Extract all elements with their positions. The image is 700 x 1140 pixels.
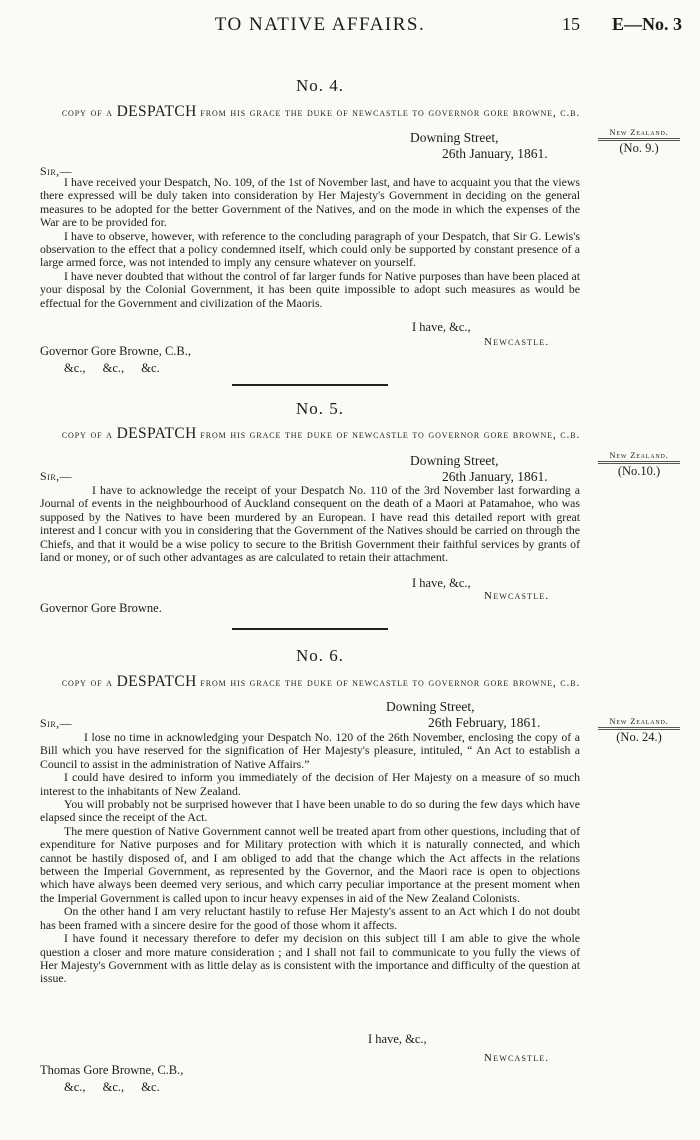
closing: I have, &c., — [412, 320, 471, 334]
margin-place: New Zealand. — [598, 127, 680, 141]
salutation: Sir,— — [40, 469, 73, 483]
margin-place: New Zealand. — [598, 716, 680, 730]
salutation: Sir,— — [40, 164, 73, 178]
signature: Newcastle. — [484, 336, 550, 348]
signature: Newcastle. — [484, 1052, 550, 1064]
section-divider — [232, 384, 388, 386]
despatch-heading — [40, 104, 602, 121]
signature: Newcastle. — [484, 590, 550, 602]
paragraph: On the other hand I am very reluctant hastily to refuse Her Majesty's assent to an Act which I do not doubt has been framed with a sincere desire for the good of those whom it affects. — [40, 904, 580, 932]
paragraph: I have received your Despatch, No. 109, of the 1st of November last, and have to acquaint you that the views there expressed will be duly taken into consideration by Her Majesty's Government in deciding on the general measures to be adopted for the better Government of the Natives, and on the mode in which the expenses of the War are to be provided for. — [40, 175, 580, 230]
addressee-block — [40, 343, 191, 377]
heading-prefix: copy of a — [61, 677, 113, 689]
heading-suffix: from his grace the duke of newcastle to governor gore browne, c.b. — [200, 429, 581, 441]
addressee-line: &c., &c., &c. — [64, 361, 160, 375]
addressee-block — [40, 600, 162, 617]
despatch-number: No. 6. — [295, 646, 345, 665]
addressee-line: Thomas Gore Browne, C.B., — [40, 1063, 184, 1077]
salutation: Sir,— — [40, 716, 73, 730]
paragraph: I have to acknowledge the receipt of your Despatch No. 110 of the 3rd November last forwarding a Journal of events in the neighbourhood of Auckland consequent on the death of a Maori at Patamahoe, who was supposed by the Natives to have been murdered by an European. I have read this detailed report with great interest and I concur with you in considering that the Government of the Natives should be carried on through the Chiefs, and that it would be a wise policy to secure to the British Government their faithful services by grants of land or money, or of such other advantages as are calculated to retain their attachment. — [40, 483, 580, 565]
heading-suffix: from his grace the duke of newcastle to governor gore browne, c.b. — [200, 677, 581, 689]
date-line: 26th January, 1861. — [442, 146, 548, 161]
margin-number: (No.10.) — [617, 464, 661, 478]
letter-body — [40, 176, 580, 310]
paragraph: The mere question of Native Government cannot well be treated apart from other questions, including that of expenditure for Native purposes and for Military protection with which it is naturally connected, and which cannot be hastily disposed of, and I am obliged to add that the change which the Act affects in the relations between the Imperial Government, as represented by the Governor, and the Maori race is open to objections which have always been deemed very serious, and which carry peculiar importance at the present moment when the Imperial Government is called upon to incur heavy expenses in aid of the New Zealand Colonists. — [40, 823, 580, 905]
addressee-line: Governor Gore Browne. — [40, 601, 162, 615]
paragraph: I have to observe, however, with reference to the concluding paragraph of your Despatch, that Sir G. Lewis's observation to the effect that a policy condemned itself, which could only be supported by constant presence of a large armed force, was not intended to imply any censure whatever on yourself. — [40, 228, 580, 270]
page-header-title: TO NATIVE AFFAIRS. — [214, 14, 426, 35]
margin-number: (No. 9.) — [619, 141, 659, 155]
addressee-line: Governor Gore Browne, C.B., — [40, 344, 192, 358]
addressee-line: &c., &c., &c. — [64, 1080, 160, 1094]
paragraph: I could have desired to inform you immediately of the decision of Her Majesty on a measure of so much interest to the inhabitants of New Zealand. — [40, 770, 580, 798]
heading-prefix: copy of a — [61, 429, 113, 441]
date-line: 26th February, 1861. — [428, 715, 541, 730]
heading-main: DESPATCH — [116, 103, 197, 120]
despatch-number: No. 4. — [295, 76, 345, 95]
letter-body — [40, 484, 580, 564]
margin-place: New Zealand. — [598, 450, 680, 464]
addressee-block — [40, 1062, 183, 1096]
heading-main: DESPATCH — [116, 425, 197, 442]
paragraph: I have never doubted that without the control of far larger funds for Native purposes than have been placed at your disposal by the Colonial Government, it has been quite impossible to adopt such measures as would be effectual for the Government and civilization of the Maoris. — [40, 268, 580, 310]
paragraph: I lose no time in acknowledging your Despatch No. 120 of the 26th November, enclosing the copy of a Bill which you have reserved for the signification of Her Majesty's pleasure, intituled, “ An Act to establish a Council to assist in the administration of Native Affairs.” — [40, 730, 580, 771]
despatch-number: No. 5. — [295, 399, 345, 418]
closing: I have, &c., — [412, 576, 471, 590]
margin-number: (No. 24.) — [616, 730, 662, 744]
heading-main: DESPATCH — [116, 673, 197, 690]
paragraph: You will probably not be surprised however that I have been unable to do so during the few days which have elapsed since the receipt of the Act. — [40, 797, 580, 825]
margin-note — [598, 716, 680, 745]
heading-suffix: from his grace the duke of newcastle to governor gore browne, c.b. — [200, 107, 581, 119]
letter-body — [40, 731, 580, 986]
heading-prefix: copy of a — [61, 107, 113, 119]
despatch-heading — [40, 426, 602, 443]
closing: I have, &c., — [368, 1032, 427, 1046]
address-line: Downing Street, — [410, 130, 499, 145]
document-reference: E—No. 3 — [612, 14, 683, 34]
address-line: Downing Street, — [386, 699, 475, 714]
margin-note — [598, 127, 680, 156]
page-number: 15 — [562, 14, 580, 34]
paragraph: I have found it necessary therefore to defer my decision on this subject till I am able to give the whole question a closer and more mature consideration ; and I shall not fail to communicate to you fully the views of Her Majesty's Government with as little delay as is consistent with the importance and difficulty of the question at issue. — [40, 931, 580, 986]
margin-note — [598, 450, 680, 479]
date-line: 26th January, 1861. — [442, 469, 548, 484]
despatch-heading — [40, 674, 602, 691]
address-line: Downing Street, — [410, 453, 499, 468]
section-divider — [232, 628, 388, 630]
